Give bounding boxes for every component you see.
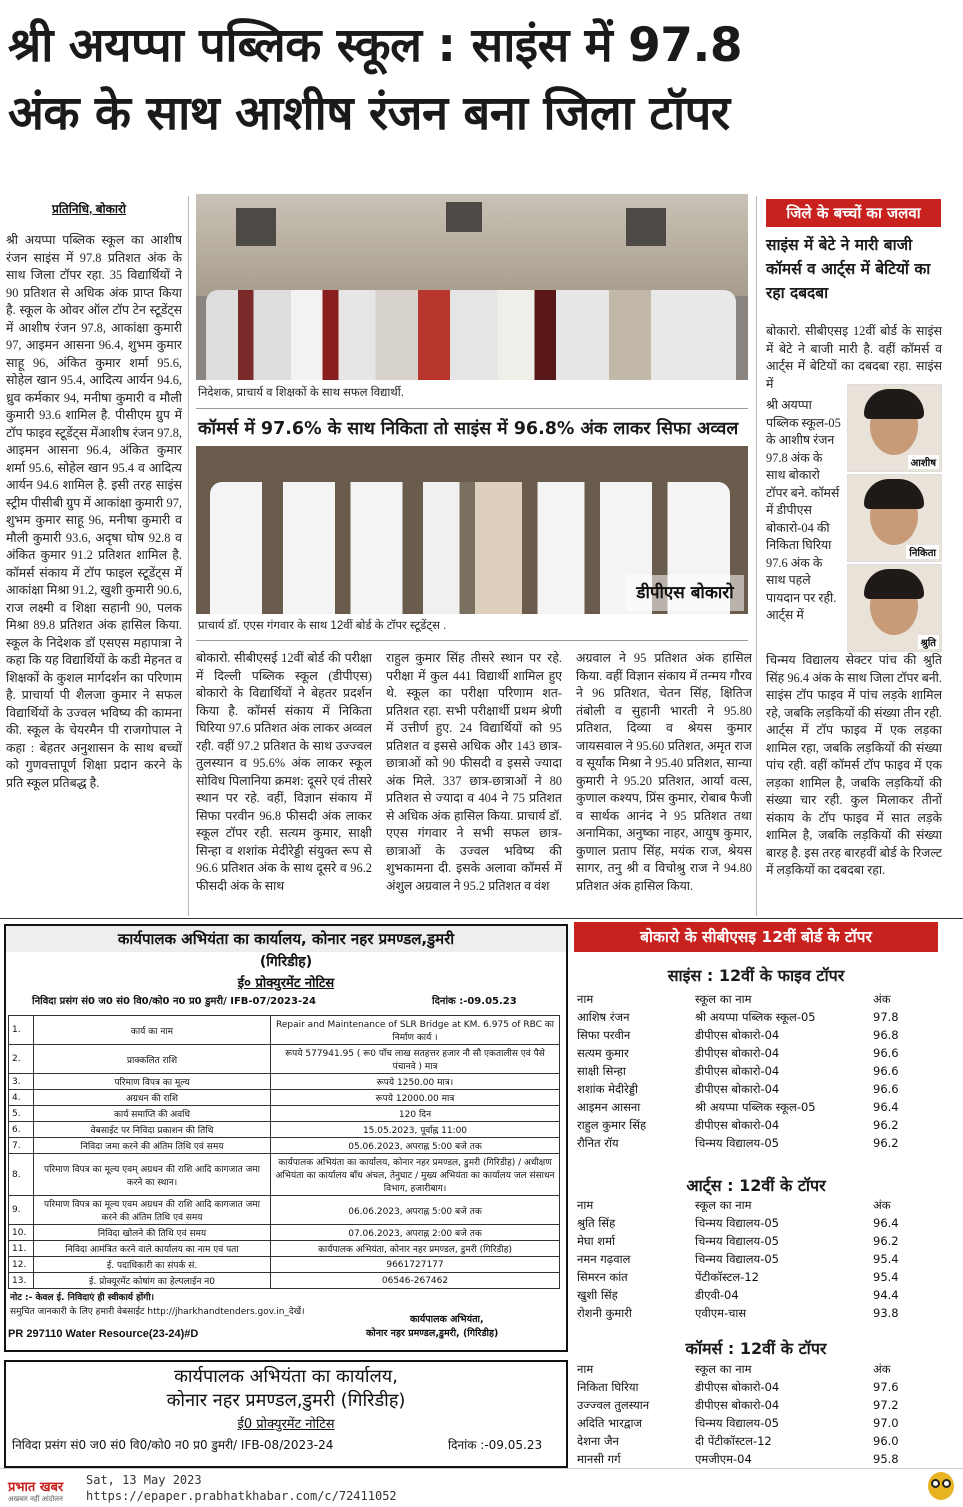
topper-name: रौनित रॉय [577,1136,619,1150]
topper-name: शशांक मेदीरेड्डी [577,1082,638,1096]
topper-school: दी पेंटीकॉस्टल-12 [695,1434,772,1448]
notice1-cell-v: 15.05.2023, पूर्वाह्न 11:00 [271,1122,560,1138]
notice1-sub: (गिरिडीह) [259,954,313,970]
notice2-ref: निविदा प्रसंग सं0 ज0 सं0 वि0/को0 न0 प्र0 डुमरी/ IFB-08/2023-24 [12,1438,334,1452]
topper-name: मानसी गर्ग [577,1452,621,1466]
topper-school: डीपीएस बोकारो-04 [695,1064,780,1078]
header-name: नाम [577,1362,594,1376]
topper-school: चिन्मय विद्यालय-05 [695,1136,779,1150]
topper-name: नमन गढ़वाल [577,1252,631,1266]
side-headline: साइंस में बेटे ने मारी बाजी कॉमर्स व आर्ट्स में बेटियों का रहा दबदबा [766,236,931,302]
notice1-row [9,1273,560,1289]
arts-topper-row [577,1268,937,1286]
notice1-cell-v: 06.06.2023, अपराह्न 5:00 बजे तक [271,1196,560,1225]
topper-marks: 96.6 [873,1064,899,1078]
topper-marks: 96.6 [873,1046,899,1060]
topper-marks: 96.4 [873,1100,899,1114]
notice1-cell-v: Repair and Maintenance of SLR Bridge at KM. 6.975 of RBC का निर्माण कार्य । [271,1016,560,1045]
topper-marks: 96.2 [873,1118,899,1132]
subhead: कॉमर्स में 97.6% के साथ निकिता तो साइंस में 96.8% अंक लाकर सिफा अव्वल [198,419,739,439]
section-divider [0,918,963,919]
header-name: नाम [577,992,594,1006]
topper-school: डीपीएस बोकारो-04 [695,1082,780,1096]
notice1-cell-k: वेबसाईट पर निविदा प्रकाशन की तिथि [34,1122,271,1138]
header-school: स्कूल का नाम [695,1362,752,1376]
article-left-column: श्री अयप्पा पब्लिक स्कूल का आशीष रंजन साइंस में 97.8 प्रतिशत अंक के साथ जिला टॉपर रहा. 35 विद्यार्थियों ने 90 प्रतिशत से अधिक अंक प्राप्त किया है. स्कूल के ओवर ऑल टॉप टेन स्टूडेंट्स में आशीष रंजन 97.8, आकांक्षा कुमारी 97, आइमन आसना 96.4, शुभम कुमार साहू 96, अंकित कुमार शर्मा 95.6, सोहेल खान 95.4, आदित्य आर्यन 94.6, ध्रुव कर्मकार 94, मनीषा कुमारी व मौली कुमारी 93.6 शामिल है. पीसीएम ग्रुप में टॉप फाइव स्टूडेंट्स मेंआशीष रंजन 97.8, आइमन आसना 96.4, अंकित कुमार शर्मा 95.6, सोहेल खान 95.4 व आदित्य आर्यन 94.6 शामिल है. इसी तरह साइंस स्ट्रीम पीसीबी ग्रुप में आकांक्षा कुमारी 97, शुभम कुमार साहू 96, मनीषा कुमारी व मौली कुमारी 93.6, अदृषा घोष 92.8 व अंकित कुमार 91.2 प्रतिशत शामिल है. कॉमर्स संकाय में टॉप फाइल स्टूडेंट्स में आकांक्षा मिश्रा 91.2, खुशी कुमारी 90.6, राज लक्ष्मी व शिक्षा सहानी 90, पलक मिश्रा 89.8 प्रतिशत अंक हासिल किया. स्कूल के निदेशक डॉ एसएस महापात्रा ने कहा कि यह विद्यार्थियों के कडी मेहनत व शिक्षकों के कुशल मार्गदर्शन का परिणाम है. प्राचार्या पी शैलजा कुमार ने सफल विद्यार्थियों के उज्वल भविष्य की कामना की. स्कूल के चेयरमैन पी राजगोपाल ने कहा : बेहतर अनुशासन के साथ बच्चों को गुणवत्तापूर्ण शिक्षा प्रदान करने के प्रति स्कूल प्रतिबद्ध है. [6,233,182,790]
topper-school: डीपीएस बोकारो-04 [695,1028,780,1042]
arts-title: आर्ट्स : 12वीं के टॉपर [686,1176,826,1195]
commerce-topper-row [577,1414,937,1432]
topper-name: सिमरन कांत [577,1270,628,1284]
notice1-cell-n: 1. [9,1016,34,1045]
notice2-title-2: कोनार नहर प्रमण्डल,डुमरी (गिरिडीह) [166,1390,406,1411]
notice1-cell-k: निविदा खोलने की तिथि एवं समय [34,1225,271,1241]
header-school: स्कूल का नाम [695,1198,752,1212]
topper-school: डीपीएस बोकारो-04 [695,1118,780,1132]
topper-school: डीपीएस बोकारो-04 [695,1380,780,1394]
topper-school: चिन्मय विद्यालय-05 [695,1234,779,1248]
side-body-top: बोकारो. सीबीएसइ 12वीं बोर्ड के साइंस में बेटे ने बाजी मारी है. वहीं कॉमर्स व आर्ट्स में बेटियों का दबदबा रहा. साइंस में [766,324,942,391]
topper-marks: 94.4 [873,1288,899,1302]
commerce-header-row [577,1360,937,1378]
topper-name: सत्यम कुमार [577,1046,629,1060]
notice1-ref: निविदा प्रसंग सं0 ज0 सं0 वि0/को0 न0 प्र0 डुमरी/ IFB-07/2023-24 [32,996,317,1007]
notice1-cell-k: कार्य समाप्ति की अवधि [34,1106,271,1122]
topper-name: सिफा परवीन [577,1028,631,1042]
topper-name: श्रुति सिंह [577,1216,616,1230]
notice1-cell-k: अग्रधन की राशि [34,1090,271,1106]
notice1-cell-k: परिमाण विपत्र का मूल्य एवम् अग्रधन की राशि आदि कागजात जमा करने का स्थान। [34,1154,271,1196]
notice1-cell-n: 9. [9,1196,34,1225]
topper-marks: 93.8 [873,1306,899,1320]
topper-name: आशिष रंजन [577,1010,630,1024]
topper-marks: 96.0 [873,1434,899,1448]
notice1-row [9,1225,560,1241]
topper-marks: 95.8 [873,1452,899,1466]
arts-topper-row [577,1286,937,1304]
byline: प्रतिनिधि, बोकारो [52,202,127,216]
science-topper-row [577,1116,937,1134]
side-body-bottom: चिन्मय विद्यालय सेक्टर पांच की श्रुति सिंह 96.4 अंक के साथ जिला टॉपर बनी. साइंस टॉप फाइव में पांच लड़के शामिल रहे, जबकि लड़कियों की संख्या तीन रही. आर्ट्स में टॉप फाइव में एक लड़का शामिल रहा, जबकि लड़कियों की संख्या पांच रही. वहीं कॉमर्स टॉप फाइव में एक लड़का शामिल है, जबकि लड़कियों की संख्या चार रही. कुल मिलाकर तीनों संकाय के टॉप फाइव में सात लड़के शामिल है, जबकि लड़कियों की संख्या बारह है. इस तरह बारहवीं बोर्ड के रिजल्ट में लड़कियों का दबदबा रहा. [766,653,942,877]
prabhat-khabar-logo[interactable]: प्रभात खबर अखबार नहीं आंदोलन [8,1480,64,1503]
notice1-cell-n: 13. [9,1273,34,1289]
side-body-narrow: श्री अयप्पा पब्लिक स्कूल-05 के आशीष रंजन 97.8 अंक के साथ बोकारो टॉपर बने. कॉमर्स में डीपीएस बोकारो-04 की निकिता घिरिया 97.6 अंक के साथ पहले पायदान पर रही. आर्ट्स में [766,398,841,622]
notice1-row [9,1074,560,1090]
topper-school: श्री अयप्पा पब्लिक स्कूल-05 [695,1100,816,1114]
science-topper-row [577,1134,937,1152]
science-topper-row [577,1098,937,1116]
notice1-table [8,1015,560,1289]
thumb-shruti: श्रुति [847,564,942,652]
notice1-row [9,1106,560,1122]
notice1-cell-n: 6. [9,1122,34,1138]
notice1-row [9,1257,560,1273]
headline [8,12,953,148]
arts-topper-row [577,1250,937,1268]
topper-school: एमजीएम-04 [695,1452,752,1466]
notice2-title: कार्यपालक अभियंता का कार्यालय, [174,1366,398,1387]
notice1-title: कार्यपालक अभियंता का कार्यालय, कोनार नहर प्रमण्डल,डुमरी [6,926,566,952]
science-topper-row [577,1062,937,1080]
notice1-cell-n: 12. [9,1257,34,1273]
topper-school: डीपीएस बोकारो-04 [695,1046,780,1060]
header-marks: अंक [873,1198,891,1212]
arts-header-row [577,1196,937,1214]
notice1-cell-n: 4. [9,1090,34,1106]
topper-marks: 97.6 [873,1380,899,1394]
notice1-cell-v: रूपये 1250.00 मात्र। [271,1074,560,1090]
notice1-row [9,1016,560,1045]
topper-marks: 96.4 [873,1216,899,1230]
owl-icon[interactable] [928,1472,954,1500]
notice1-cell-v: रूपये 12000.00 मात्र [271,1090,560,1106]
notice1-cell-v: 120 दिन [271,1106,560,1122]
notice1-cell-v: 06546-267462 [271,1273,560,1289]
footer-meta [86,1472,397,1504]
topper-name: मेघा शर्मा [577,1234,615,1248]
topper-school: पेंटीकॉस्टल-12 [695,1270,759,1284]
footer-url[interactable]: https://epaper.prabhatkhabar.com/c/72411052 [86,1489,397,1503]
topper-marks: 96.2 [873,1234,899,1248]
science-header-row [577,990,937,1008]
side-tag: जिले के बच्चों का जलवा [766,199,941,227]
topper-name: देशना जैन [577,1434,619,1448]
notice1-cell-v: रूपये 577941.95 ( रू0 पाँच लाख सतहत्तर हजार नौ सौ एकतालीस एवं पैसे पंचानवे ) मात्र [271,1045,560,1074]
science-topper-row [577,1026,937,1044]
notice1-cell-k: निविदा आमंत्रित करने वाले कार्यालय का नाम एवं पता [34,1241,271,1257]
article-mid-col-2: राहुल कुमार सिंह तीसरे स्थान पर रहे. परीक्षा में कुल 441 विद्यार्थी शामिल हुए थे. स्कूल का परीक्षा परिणाम शत-प्रतिशत रहा. सभी परीक्षार्थी प्रथम श्रेणी में उत्तीर्ण हुए. 24 विद्यार्थियों को 95 प्रतिशत व इससे अधिक और 143 छात्र-छात्राओं को 90 फीसदी व इससे ज्यादा अंक मिले. 337 छात्र-छात्राओं ने 80 प्रतिशत से ज्यादा व 404 ने 75 प्रतिशत से अधिक अंक हासिल किया. प्राचार्य डॉ. एएस गंगवार ने सभी सफल छात्र-छात्राओं के उज्वल भविष्य की शुभकामना दी. इसके अलावा कॉमर्स में अंशुल अग्रवाल ने 95.2 प्रतिशत व वंश [386,651,562,893]
topper-name: साक्षी सिन्हा [577,1064,626,1078]
topper-school: डीएवी-04 [695,1288,739,1302]
notice1-cell-v: कार्यपालक अभियंता, कोनार नहर प्रमण्डल, डुमरी (गिरिडीह) [271,1241,560,1257]
divider [196,408,748,409]
topper-school: डीपीएस बोकारो-04 [695,1398,780,1412]
footer [0,1468,963,1507]
science-title: साइंस : 12वीं के फाइव टॉपर [667,966,845,985]
notice1-cell-n: 10. [9,1225,34,1241]
article-mid-col-3: अग्रवाल ने 95 प्रतिशत अंक हासिल किया. वहीं विज्ञान संकाय में तन्मय गौरव ने 96 प्रतिशत, चेतन सिंह, क्षितिज तंबोली व सुहानी भारती ने 95.80 प्रतिशत, दिव्या व श्रेयस कुमार जायसवाल ने 95.60 प्रतिशत, अमृत राज व सूर्यांक मिश्रा ने 95.40 प्रतिशत, सान्या कुमारी ने 95.20 प्रतिशत, आर्या वत्स, कुणाल कश्यप, प्रिंस कुमार, रोबाब फैजी व सार्थक आनंद ने 95 प्रतिशत तथा अनामिका, अनुष्का नाहर, आयुष कुमार, कुणाल प्रताप सिंह, मयंक राज, श्रेयस सागर, तनु श्री व विचोश्रु राज ने 94.80 प्रतिशत अंक हासिल किया. [576,651,752,893]
notice1-row [9,1045,560,1074]
arts-topper-row [577,1232,937,1250]
notice1-cell-n: 11. [9,1241,34,1257]
topper-marks: 96.2 [873,1136,899,1150]
notice1-row [9,1138,560,1154]
notice1-cell-n: 5. [9,1106,34,1122]
divider [196,640,748,641]
notice1-cell-n: 8. [9,1154,34,1196]
notice1-row [9,1196,560,1225]
header-marks: अंक [873,992,891,1006]
topper-school: श्री अयप्पा पब्लिक स्कूल-05 [695,1010,816,1024]
column-divider [188,196,189,916]
topper-name: उज्ज्वल तुलस्यान [577,1398,650,1412]
notice1-cell-v: 05.06.2023, अपराह्न 5:00 बजे तक [271,1138,560,1154]
arts-topper-row [577,1304,937,1322]
topper-marks: 95.4 [873,1270,899,1284]
notice1-cell-v: 07.06.2023, अपराह्न 2:00 बजे तक [271,1225,560,1241]
topper-school: चिन्मय विद्यालय-05 [695,1252,779,1266]
headline-line-2: अंक के साथ आशीष रंजन बना जिला टॉपर [8,86,730,141]
headline-line-1: श्री अयप्पा पब्लिक स्कूल : साइंस में 97.8 [8,18,743,73]
notice1-type: ई० प्रोक्युरमेंट नोटिस [237,976,335,991]
photo2-stamp: डीपीएस बोकारो [626,575,744,611]
topper-name: राहुल कुमार सिंह [577,1118,647,1132]
notice1-cell-v: 9661727177 [271,1257,560,1273]
notice1-cell-k: निविदा जमा करने की अंतिम तिथि एवं समय [34,1138,271,1154]
notice1-pr: PR 297110 Water Resource(23-24)#D [8,1328,199,1340]
notice1-cell-k: ई. प्रोक्यूरमेंट कोषांग का हेल्पलाईन न0 [34,1273,271,1289]
arts-topper-row [577,1214,937,1232]
notice2-type: ई0 प्रोक्युरमेंट नोटिस [237,1417,335,1432]
thumb-nikita: निकिता [847,474,942,562]
notice1-row [9,1241,560,1257]
header-name: नाम [577,1198,594,1212]
topper-name: निकिता घिरिया [577,1380,639,1394]
notice1-cell-n: 7. [9,1138,34,1154]
science-topper-row [577,1080,937,1098]
commerce-topper-row [577,1450,937,1468]
topper-marks: 97.0 [873,1416,899,1430]
topper-name: रोशनी कुमारी [577,1306,632,1320]
notice1-cell-k: परिमाण विपत्र का मूल्य [34,1074,271,1090]
topper-school: एवीएम-चास [695,1306,747,1320]
topper-name: खुशी सिंह [577,1288,618,1302]
commerce-topper-row [577,1396,937,1414]
notice1-cell-v: कार्यपालक अभियंता का कार्यालय, कोनार नहर प्रमण्डल, डुमरी (गिरिडीह) / अधीक्षण अभियंता का कार्यालय बाँध अंचल, तेनुघाट / मुख्य अभियंता का कार्यालय जल संसाधन विभाग, हजारीबाग। [271,1154,560,1196]
notice1-website: समुचित जानकारी के लिए हमारी वेबसाईट http://jharkhandtenders.gov.in_देखें। [10,1307,305,1317]
photo1-caption: निदेशक, प्राचार्य व शिक्षकों के साथ सफल विद्यार्थी. [198,387,404,399]
article-mid-col-1: बोकारो. सीबीएसई 12वीं बोर्ड की परीक्षा में दिल्ली पब्लिक स्कूल (डीपीएस) बोकारो के विद्यार्थियों ने बेहतर प्रदर्शन किया है. कॉमर्स संकाय में निकिता घिरिया 97.6 प्रतिशत अंक लाकर अव्वल रही. वहीं 97.2 प्रतिशत के साथ उज्ज्वल तुलस्यान व 95.6% अंक लाकर स्कूल सोविध पिलानिया क्रमश: दूसरे एवं तीसरे स्थान पर रहे. वहीं, विज्ञान संकाय में सिफा परवीन 96.8 फीसदी अंक लाकर स्कूल टॉपर रही. सत्यम कुमार, साक्षी सिन्हा व शशांक मेदीरेड्डी संयुक्त रूप से 96.6 प्रतिशत अंक के साथ दूसरे व 96.2 फीसदी अंक के साथ [196,651,372,893]
notice1-row [9,1122,560,1138]
topper-marks: 96.8 [873,1028,899,1042]
notice1-cell-n: 2. [9,1045,34,1074]
commerce-title: कॉमर्स : 12वीं के टॉपर [685,1339,827,1358]
commerce-topper-row [577,1378,937,1396]
notice2-date: दिनांक :-09.05.23 [448,1438,543,1452]
toppers-bar: बोकारो के सीबीएसइ 12वीं बोर्ड के टॉपर [574,922,938,952]
topper-marks: 95.4 [873,1252,899,1266]
notice1-cell-k: कार्य का नाम [34,1016,271,1045]
footer-date: Sat, 13 May 2023 [86,1473,202,1487]
topper-school: चिन्मय विद्यालय-05 [695,1216,779,1230]
topper-marks: 97.2 [873,1398,899,1412]
header-marks: अंक [873,1362,891,1376]
tender-notice-2 [4,1360,568,1468]
commerce-topper-row [577,1432,937,1450]
column-divider [756,196,757,916]
notice1-note: नोट :- केवल ई. निविदाएं ही स्वीकार्य होंगी। [10,1293,155,1303]
notice1-sign-office: कोनार नहर प्रमण्डल,डुमरी, (गिरिडीह) [366,1328,499,1339]
topper-school: चिन्मय विद्यालय-05 [695,1416,779,1430]
topper-name: आइमन आसना [577,1100,641,1114]
topper-name: अदिति भारद्वाज [577,1416,642,1430]
notice1-cell-k: ई. पदाधिकारी का संपर्क सं. [34,1257,271,1273]
topper-marks: 96.6 [873,1082,899,1096]
header-school: स्कूल का नाम [695,992,752,1006]
notice1-sign: कार्यपालक अभियंता, [410,1314,484,1325]
science-topper-row [577,1008,937,1026]
photo2-caption: प्राचार्य डॉ. एएस गंगवार के साथ 12वीं बोर्ड के टॉपर स्टूडेंट्स . [198,620,447,632]
notice1-cell-n: 3. [9,1074,34,1090]
notice1-row [9,1154,560,1196]
thumb-ashish: आशीष [847,384,942,472]
notice1-row [9,1090,560,1106]
notice1-cell-k: परिमाण विपत्र का मूल्य एवम अग्रधन की राशि आदि कागजात जमा करने की अंतिम तिथि एवं समय [34,1196,271,1225]
group-photo-teachers [196,194,748,380]
notice1-cell-k: प्राक्कलित राशि [34,1045,271,1074]
notice1-date: दिनांक :-09.05.23 [432,996,517,1007]
topper-marks: 97.8 [873,1010,899,1024]
science-topper-row [577,1044,937,1062]
